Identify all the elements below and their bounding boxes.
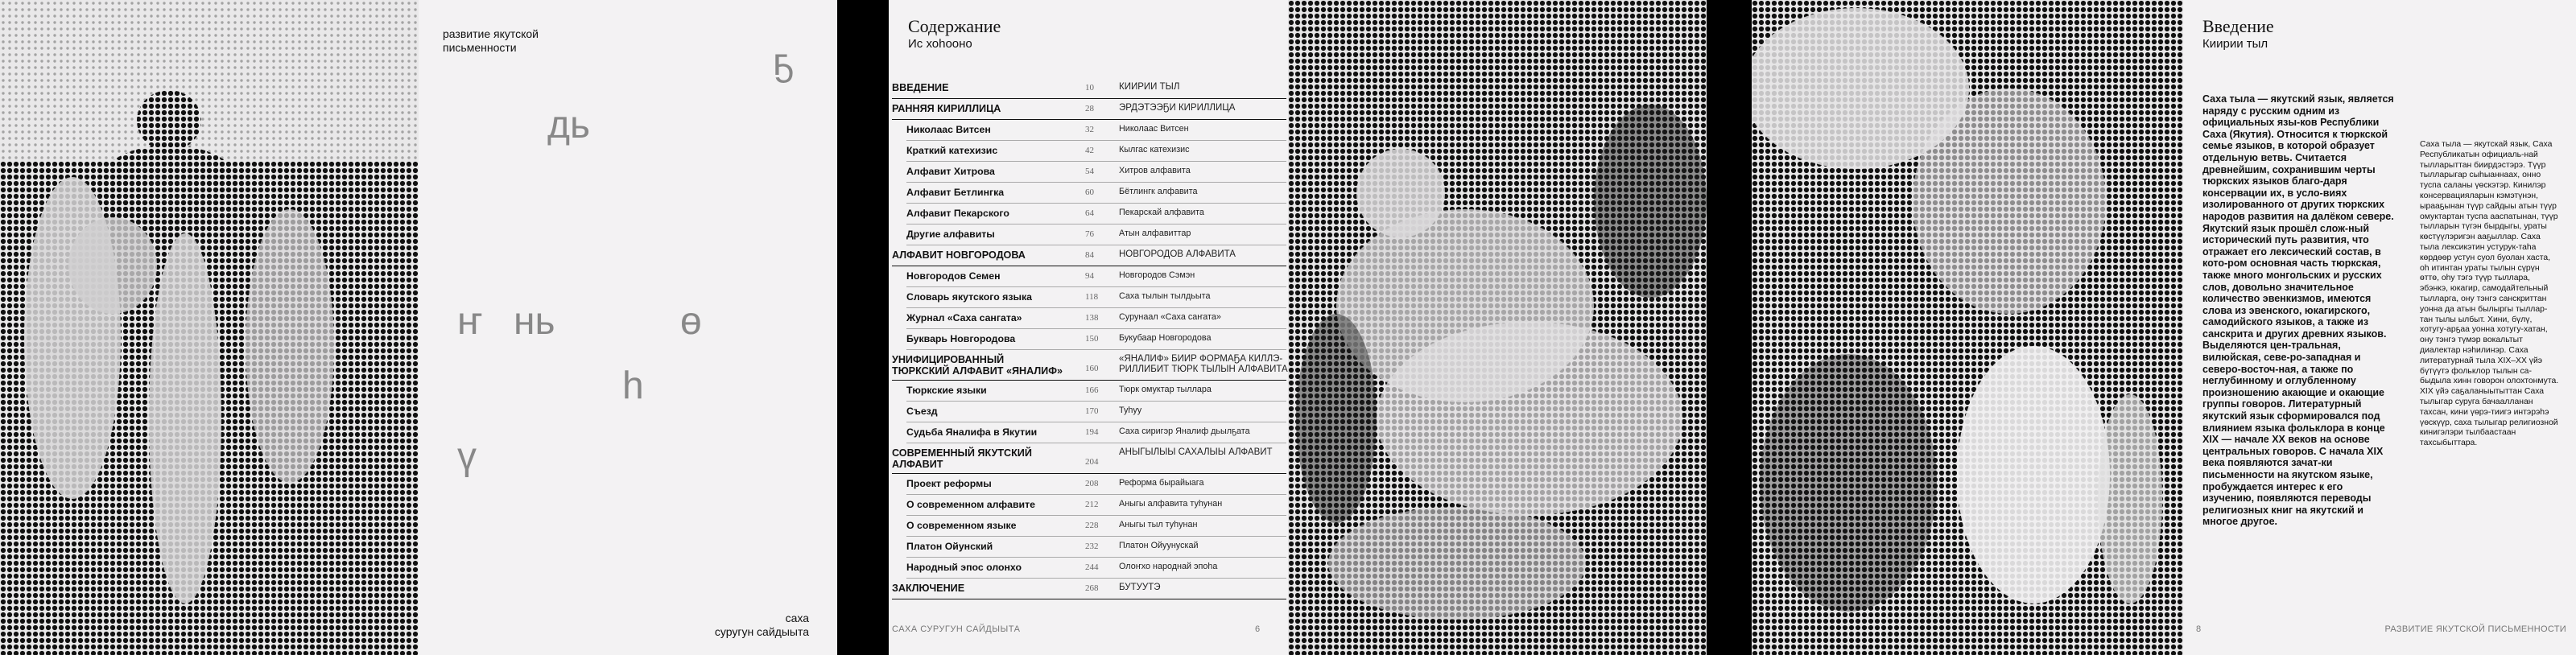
toc-page-number: 84	[1085, 250, 1094, 260]
toc-row[interactable]	[892, 270, 1286, 291]
toc-title: Содержание	[908, 16, 1001, 36]
toc-ru-label: О современном языке	[906, 520, 1017, 531]
intro-footer-right: РАЗВИТИЕ ЯКУТСКОЙ ПИСЬМЕННОСТИ	[2384, 624, 2566, 634]
intro-title: Введение	[2202, 16, 2274, 36]
intro-body-ru: Саха тыла — якутский язык, является наряду с русским одним из официальных язы-ков Республики Саха (Якутия). Относится к тюркской семье языков, в которой образует отдельную ветвь. Считается древнейшим, сохранившим черты тюркских языков благо-даря консервации их, в усло-виях изолированного от других тюркских народов развития на далёком севере. Якутский язык прошёл слож-ный исторический путь развития, что отражает его лексический состав, в кото-ром основная часть тюркская, также много монгольских и русских слов, довольно значительное количество эвенкизмов, имеются слова из эвенского, юкагирского, самодийского языков, а также из санскрита и других древних языков. Выделяются цен-тральная, вилюйская, севе-ро-западная и северо-восточ-ная, а также по неглубинному и оглубленному произношению акающие и окающие группы говоров. Литературный якутский язык сформировался под влиянием языка фольклора в конце XIX — начале XX веков на основе центральных говоров. С начала XIX века появляются зачат-ки письменности на якутском языке, пробуждается интерес к его изучению, появляются переводы религиозных книг на якутский и многое другое.	[2202, 93, 2394, 528]
toc-page-number: 212	[1085, 500, 1099, 509]
halftone-photo-panel-2	[1288, 0, 1707, 655]
toc-row[interactable]	[892, 187, 1286, 208]
toc-divider	[906, 328, 1286, 329]
toc-sah-label: Пекарскай алфавита	[1119, 208, 1204, 217]
toc-divider	[906, 182, 1286, 183]
toc-row[interactable]	[892, 166, 1286, 187]
toc-sah-label: Хитров алфавита	[1119, 166, 1191, 175]
toc-page-number: 194	[1085, 427, 1099, 437]
toc-sah-label: БУТУУТЭ	[1119, 583, 1161, 592]
toc-row[interactable]	[892, 447, 1286, 478]
toc-page-number: 42	[1085, 146, 1094, 155]
toc-row[interactable]	[892, 583, 1286, 604]
toc-page-number: 228	[1085, 521, 1099, 530]
toc-sah-label: Атын алфавиттар	[1119, 229, 1191, 238]
toc-ru-label: Словарь якутского языка	[906, 291, 1032, 303]
toc-divider	[892, 119, 1286, 120]
toc-sah-label: Туһуу	[1119, 406, 1142, 415]
toc-ru-label: Алфавит Хитрова	[906, 166, 995, 177]
toc-row[interactable]	[892, 406, 1286, 426]
gap-black-2	[1707, 0, 1752, 655]
toc-row[interactable]	[892, 478, 1286, 499]
toc-page-number: 10	[1085, 83, 1094, 93]
toc-page-number: 32	[1085, 125, 1094, 134]
toc-sah-label: Аныгы алфавита туһунан	[1119, 499, 1223, 509]
toc-divider	[906, 161, 1286, 162]
toc-row[interactable]	[892, 103, 1286, 124]
toc-sah-label: Олоҥхо народнай эпоһа	[1119, 562, 1218, 571]
toc-ru-label: Тюркские языки	[906, 385, 987, 396]
toc-page-number: 118	[1085, 292, 1099, 302]
toc-page-number: 268	[1085, 583, 1099, 593]
toc-subtitle: Ис хоһооно	[908, 37, 972, 51]
toc-divider	[906, 578, 1286, 579]
gap-black-1	[837, 0, 889, 655]
toc-divider	[906, 224, 1286, 225]
title-page	[419, 0, 837, 655]
toc-sah-label: Тюрк омуктар тыллара	[1119, 385, 1212, 394]
toc-ru-label: УНИФИЦИРОВАННЫЙ ТЮРКСКИЙ АЛФАВИТ «ЯНАЛИФ»	[892, 354, 1063, 377]
toc-ru-label: О современном алфавите	[906, 499, 1035, 510]
toc-ru-label: АЛФАВИТ НОВГОРОДОВА	[892, 249, 1026, 261]
toc-divider	[892, 98, 1286, 99]
toc-divider	[906, 536, 1286, 537]
toc-page-number: 76	[1085, 229, 1094, 239]
toc-ru-label: Судьба Яналифа в Якутии	[906, 426, 1038, 438]
toc-page	[889, 0, 1288, 655]
title-text: развитие якутской письменности	[443, 27, 539, 54]
halftone-figure-image	[0, 0, 419, 655]
halftone-photo-panel-3	[1752, 0, 2183, 655]
toc-page-number: 166	[1085, 385, 1099, 395]
toc-sah-label: Николаас Витсен	[1119, 124, 1189, 134]
halftone-photo-panel-1	[0, 0, 419, 655]
toc-ru-label: ВВЕДЕНИЕ	[892, 82, 949, 93]
toc-row[interactable]	[892, 520, 1286, 541]
toc-page-number: 64	[1085, 208, 1094, 218]
toc-ru-label: Платон Ойунский	[906, 541, 993, 552]
halftone-scene-image	[1288, 0, 1707, 655]
intro-page	[2183, 0, 2576, 655]
toc-list	[892, 82, 1286, 597]
toc-divider	[906, 140, 1286, 141]
toc-divider	[906, 494, 1286, 495]
toc-ru-label: РАННЯЯ КИРИЛЛИЦА	[892, 103, 1001, 114]
toc-row[interactable]	[892, 426, 1286, 447]
toc-page-number: 232	[1085, 542, 1099, 551]
toc-row[interactable]	[892, 229, 1286, 249]
toc-row[interactable]	[892, 82, 1286, 103]
toc-row[interactable]	[892, 312, 1286, 333]
toc-page-number: 208	[1085, 479, 1099, 488]
toc-ru-label: ЗАКЛЮЧЕНИЕ	[892, 583, 965, 594]
toc-row[interactable]	[892, 291, 1286, 312]
toc-divider	[906, 401, 1286, 402]
toc-sah-label: Кылгас катехизис	[1119, 145, 1190, 154]
toc-sah-label: НОВГОРОДОВ АЛФАВИТА	[1119, 249, 1236, 259]
toc-row[interactable]	[892, 249, 1286, 270]
toc-ru-label: СОВРЕМЕННЫЙ ЯКУТСКИЙ АЛФАВИТ	[892, 447, 1032, 470]
toc-ru-label: Журнал «Саха сангата»	[906, 312, 1022, 323]
toc-divider	[906, 557, 1286, 558]
toc-sah-label: Реформа бырайыага	[1119, 478, 1204, 488]
toc-ru-label: Съезд	[906, 406, 938, 417]
toc-row[interactable]	[892, 562, 1286, 583]
toc-divider	[906, 307, 1286, 308]
letter-2: дь	[547, 104, 591, 146]
toc-page-number: 160	[1085, 364, 1099, 373]
toc-sah-label: «ЯНАЛИФ» БИИР ФОРМАҔА КИЛЛЭ- РИЛЛИБИТ ТЮРК ТЫЛЫН АЛФАВИТА	[1119, 354, 1288, 374]
toc-row[interactable]	[892, 208, 1286, 229]
toc-divider	[892, 380, 1286, 381]
toc-sah-label: Платон Ойуунускай	[1119, 541, 1199, 550]
toc-sah-label: АНЫГЫЛЫЫ САХАЛЫЫ АЛФАВИТ	[1119, 447, 1273, 457]
intro-body-sah: Саха тыла — якутскай язык, Саха Республикатын официаль-най тылларыттан биирдэстэрэ. Түүр тылларыгар сыһыаннаах, онно туспа саланы үөскэтэр. Кинилэр консервацияларын кэмэтүнэн, ырааҕынан түүр сайдыы атын түүр омуктартан туспа ааспатынан, түүр тылларын түгэн бырдыгы, ураты көстүүлэригэн ааҕыллар. Саха тыла лексикэтин устурук-таһа көрдөөр устун суол буолан хаста, оһ итинтан ураты тылын сүрүн өттө, оһу тэгэ түүр тыллара, эбэнкэ, юкагир, самодайтельный тылларга, ону тэнгэ санскриттан уонна да атын былыргы тыллар-тан тылы ылбыт. Хини, бүлү, хотугу-арҕаа уонна хотугу-хатан, ону тэнгэ түмэр вокальтыт диалектар нэһилинэр. Саха литературнай тыла XIX–XX үйэ бүтүүтэ фольклор тылын са-быдыла хинн говорон олохтонмута. XIX үйэ саҕаланыытыттан Саха тылыгар суруга бачаалланан тахсан, кини үөрэ-тиигэ интэрэһэ үөскүүр, саха тылыгар религиозной кинигэлэри тылбаастаан тахсыбыттара.	[2420, 140, 2559, 448]
toc-sah-label: ЭРДЭТЭЭҔИ КИРИЛЛИЦА	[1119, 103, 1236, 113]
toc-page-number: 138	[1085, 313, 1099, 323]
toc-ru-label: Николаас Витсен	[906, 124, 991, 135]
toc-page-number: 150	[1085, 334, 1099, 344]
letter-6: һ	[622, 365, 644, 407]
toc-page-number: 94	[1085, 271, 1094, 281]
toc-divider	[892, 473, 1286, 474]
intro-footer-left: 8	[2196, 624, 2202, 634]
toc-page-number: 6	[1255, 624, 1261, 634]
letter-4: нь	[514, 300, 555, 343]
toc-sah-label: Бётлингк алфавита	[1119, 187, 1198, 196]
toc-sah-label: Новгородов Сэмэн	[1119, 270, 1195, 280]
letter-7: ү	[457, 435, 477, 478]
toc-sah-label: Саха сиригэр Яналиф дьылҕата	[1119, 426, 1250, 436]
toc-footer-left: САХА СУРУГУН САЙДЫЫТА	[892, 624, 1021, 634]
toc-ru-label: Новгородов Семен	[906, 270, 1001, 282]
toc-sah-label: Саха тылын тылдьыта	[1119, 291, 1211, 301]
toc-sah-label: Сурунаал «Саха саҥата»	[1119, 312, 1221, 322]
toc-sah-label: КИИРИИ ТЫЛ	[1119, 82, 1180, 92]
footer-text: саха суругун сайдыыта	[714, 612, 809, 638]
toc-row[interactable]	[892, 124, 1286, 145]
toc-sah-label: Букубаар Новгородова	[1119, 333, 1212, 343]
letter-5: ө	[680, 300, 702, 343]
toc-page-number: 28	[1085, 104, 1094, 113]
toc-row[interactable]	[892, 354, 1286, 385]
toc-sah-label: Аныгы тыл туһунан	[1119, 520, 1198, 529]
toc-page-number: 60	[1085, 187, 1094, 197]
toc-row[interactable]	[892, 333, 1286, 354]
toc-row[interactable]	[892, 385, 1286, 406]
letter-3: ҥ	[457, 300, 483, 343]
halftone-portrait-image	[1752, 0, 2183, 655]
toc-divider	[906, 515, 1286, 516]
toc-ru-label: Алфавит Пекарского	[906, 208, 1009, 219]
toc-ru-label: Алфавит Бетлингка	[906, 187, 1005, 198]
toc-page-number: 244	[1085, 562, 1099, 572]
toc-ru-label: Народный эпос олонхо	[906, 562, 1022, 573]
toc-row[interactable]	[892, 145, 1286, 166]
toc-row[interactable]	[892, 499, 1286, 520]
intro-subtitle: Киирии тыл	[2202, 37, 2268, 51]
toc-ru-label: Проект реформы	[906, 478, 992, 489]
toc-page-number: 170	[1085, 406, 1099, 416]
toc-ru-label: Другие алфавиты	[906, 229, 995, 240]
toc-ru-label: Букварь Новгородова	[906, 333, 1016, 344]
toc-page-number: 54	[1085, 167, 1094, 176]
toc-divider	[906, 286, 1286, 287]
letter-1: ҕ	[773, 41, 795, 84]
toc-row[interactable]	[892, 541, 1286, 562]
toc-page-number: 204	[1085, 457, 1099, 467]
toc-divider	[906, 203, 1286, 204]
toc-divider	[906, 349, 1286, 350]
toc-ru-label: Краткий катехизис	[906, 145, 998, 156]
